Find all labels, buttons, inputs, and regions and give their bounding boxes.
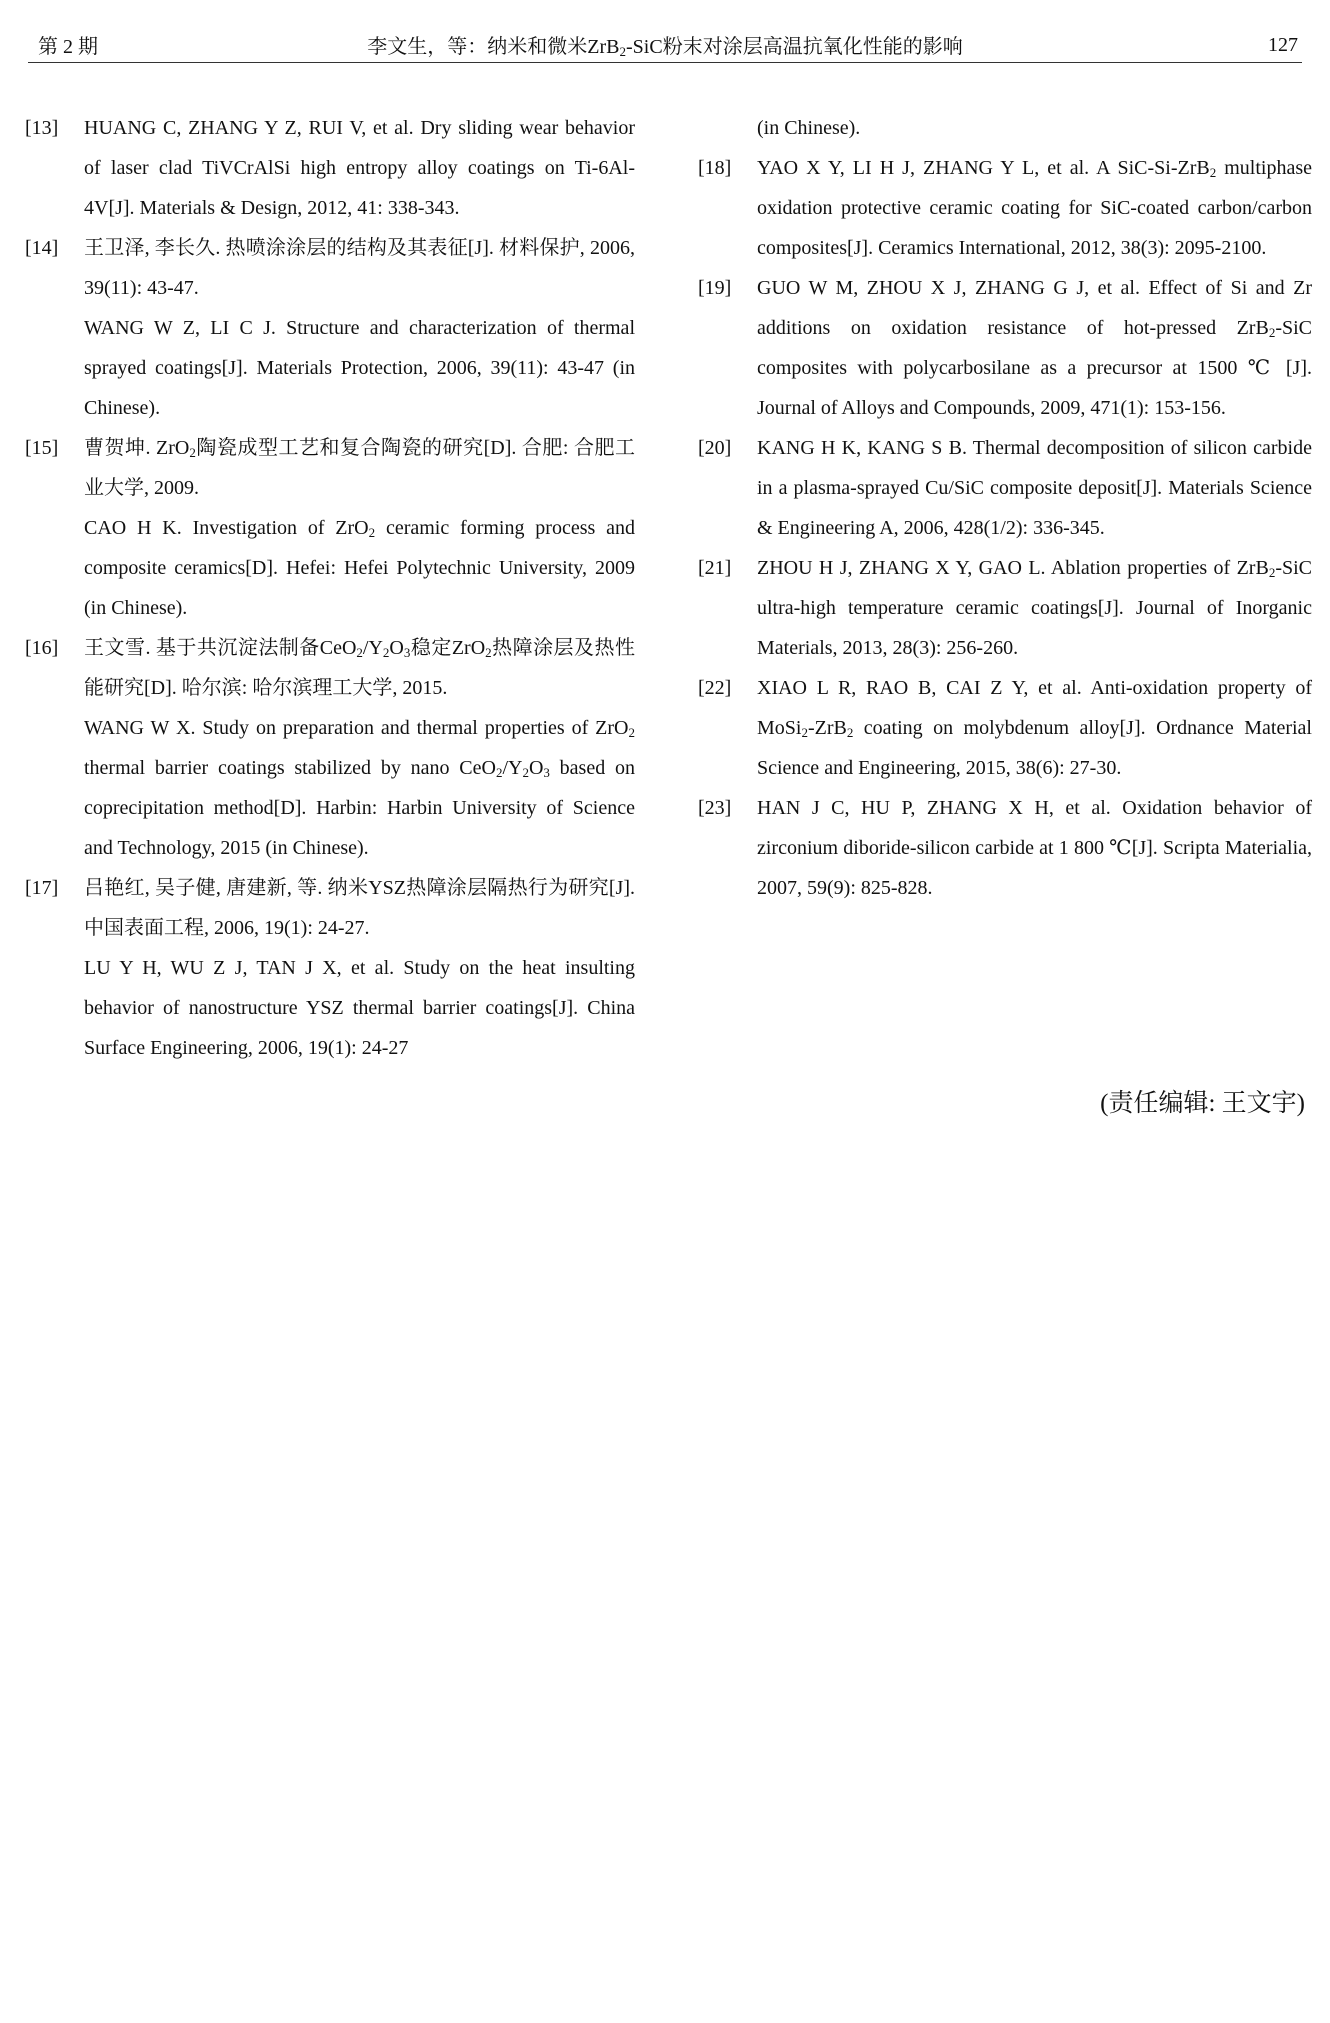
reference-text [757,668,1312,788]
reference-text [84,948,635,1068]
reference-entry [698,548,1312,668]
subscript: 2 [846,725,854,740]
running-title-suffix: -SiC粉末对涂层高温抗氧化性能的影响 [626,36,963,58]
text-segment: -SiC composites with polycarbosilane as a precursor at 1500 ℃ [J]. Journal of Alloys and Compounds, 2009, 471(1): 153-156. [757,317,1312,419]
reference-text [84,428,635,508]
reference-entry [698,788,1312,908]
reference-number: [17] [25,877,59,899]
subscript: 2 [356,645,363,660]
page-number: 127 [1268,34,1298,56]
reference-number: [16] [25,637,59,659]
subscript: 3 [403,645,411,660]
reference-number: [13] [25,117,59,139]
text-segment: 吕艳红, 吴子健, 唐建新, 等. 纳米YSZ热障涂层隔热行为研究[J]. 中国表面工程, 2006, 19(1): 24-27. [84,877,635,939]
text-segment: ceramic forming process and composite ceramics[D]. Hefei: Hefei Polytechnic University, 2009 (in Chinese). [84,517,635,619]
text-segment: 王文雪. 基于共沉淀法制备CeO [84,637,357,659]
issue-number: 第 2 期 [38,36,98,58]
reference-text [757,148,1312,268]
text-segment: WANG W Z, LI C J. Structure and characterization of thermal sprayed coatings[J]. Materials Protection, 2006, 39(11): 43-47 (in Chinese). [84,317,635,419]
reference-text [84,228,635,308]
text-segment: thermal barrier coatings stabilized by nano CeO [84,757,496,779]
subscript: 2 [1268,325,1276,340]
text-segment: O [389,637,404,659]
text-segment: 曹贺坤. ZrO [84,437,190,459]
subscript: 2 [189,445,196,460]
reference-entry [25,428,635,628]
subscript: 2 [495,765,503,780]
text-segment: 热障涂层及热性能研究[D]. 哈尔滨: 哈尔滨理工大学, 2015. [84,637,635,699]
reference-entry [698,428,1312,548]
text-segment: GUO W M, ZHOU X J, ZHANG G J, et al. Effect of Si and Zr additions on oxidation resistance of hot-pressed ZrB [757,277,1312,339]
text-segment: LU Y H, WU Z J, TAN J X, et al. Study on the heat insulting behavior of nanostructure YSZ thermal barrier coatings[J]. China Surface Engineering, 2006, 19(1): 24-27 [84,957,635,1059]
text-segment: XIAO L R, RAO B, CAI Z Y, et al. Anti-oxidation property of MoSi [757,677,1312,739]
running-title [28,30,1302,59]
reference-column-left [25,108,635,1068]
text-segment: HUANG C, ZHANG Y Z, RUI V, et al. Dry sliding wear behavior of laser clad TiVCrAlSi high entropy alloy coatings on Ti-6Al-4V[J]. Materials & Design, 2012, 41: 338-343. [84,117,635,219]
page-header [28,22,1302,63]
reference-text [84,868,635,948]
reference-text [84,508,635,628]
text-segment: YAO X Y, LI H J, ZHANG Y L, et al. A SiC-Si-ZrB [757,157,1210,179]
reference-text [84,708,635,868]
subscript: 2 [485,645,492,660]
subscript: 2 [628,725,635,740]
continuation-text: (in Chinese). [757,117,861,139]
subscript: 2 [1209,165,1217,180]
reference-text [84,628,635,708]
text-segment: -ZrB [807,717,847,739]
reference-number: [18] [698,157,732,179]
text-segment: based on coprecipitation method[D]. Harbin: Harbin University of Science and Technology, 2015 (in Chinese). [84,757,636,859]
text-segment: 王卫泽, 李长久. 热喷涂涂层的结构及其表征[J]. 材料保护, 2006, 39(11): 43-47. [84,237,635,299]
reference-text [757,788,1312,908]
text-segment: /Y [502,757,523,779]
reference-text [757,548,1312,668]
running-title-prefix: 李文生，等：纳米和微米ZrB [367,36,620,58]
subscript: 2 [801,725,808,740]
subscript: 2 [1268,565,1276,580]
reference-number: [14] [25,237,59,259]
running-title-subscript: 2 [619,44,627,59]
text-segment: HAN J C, HU P, ZHANG X H, et al. Oxidation behavior of zirconium diboride-silicon carbide at 1 800 ℃[J]. Scripta Materialia, 2007, 59(9): 825-828. [757,797,1312,899]
reference-text [84,308,635,428]
reference-column-right [698,108,1312,908]
reference-number: [21] [698,557,732,579]
reference-text [757,428,1312,548]
text-segment: /Y [362,637,383,659]
subscript: 3 [543,765,550,780]
subscript: 2 [382,645,390,660]
reference-number: [23] [698,797,732,819]
text-segment: WANG W X. Study on preparation and thermal properties of ZrO [84,717,629,739]
reference-entry [698,148,1312,268]
text-segment: KANG H K, KANG S B. Thermal decomposition of silicon carbide in a plasma-sprayed Cu/SiC composite deposit[J]. Materials Science & Engineering A, 2006, 428(1/2): 336-345. [757,437,1312,539]
text-segment: O [528,757,544,779]
reference-number: [22] [698,677,732,699]
responsible-editor: (责任编辑: 王文宇) [1100,1090,1305,1117]
reference-text [84,108,635,228]
text-segment: CAO H K. Investigation of ZrO [84,517,369,539]
subscript: 2 [522,765,529,780]
subscript: 2 [368,525,376,540]
reference-number: [19] [698,277,732,299]
reference-entry [25,108,635,228]
reference-number: [15] [25,437,59,459]
reference-continuation [698,108,1312,148]
reference-entry [698,268,1312,428]
text-segment: multiphase oxidation protective ceramic coating for SiC-coated carbon/carbon composites[J]. Ceramics International, 2012, 38(3): 2095-2100. [757,157,1313,259]
text-segment: -SiC ultra-high temperature ceramic coatings[J]. Journal of Inorganic Materials, 2013, 28(3): 256-260. [757,557,1312,659]
reference-entry [25,228,635,428]
reference-number: [20] [698,437,732,459]
reference-entry [25,868,635,1068]
reference-entry [698,668,1312,788]
text-segment: ZHOU H J, ZHANG X Y, GAO L. Ablation properties of ZrB [757,557,1269,579]
text-segment: 稳定ZrO [410,637,486,659]
text-segment: 陶瓷成型工艺和复合陶瓷的研究[D]. 合肥: 合肥工业大学, 2009. [84,437,635,499]
reference-text [757,268,1312,428]
reference-list-right [698,148,1312,908]
text-segment: coating on molybdenum alloy[J]. Ordnance Material Science and Engineering, 2015, 38(6): 27-30. [757,717,1312,779]
reference-entry [25,628,635,868]
